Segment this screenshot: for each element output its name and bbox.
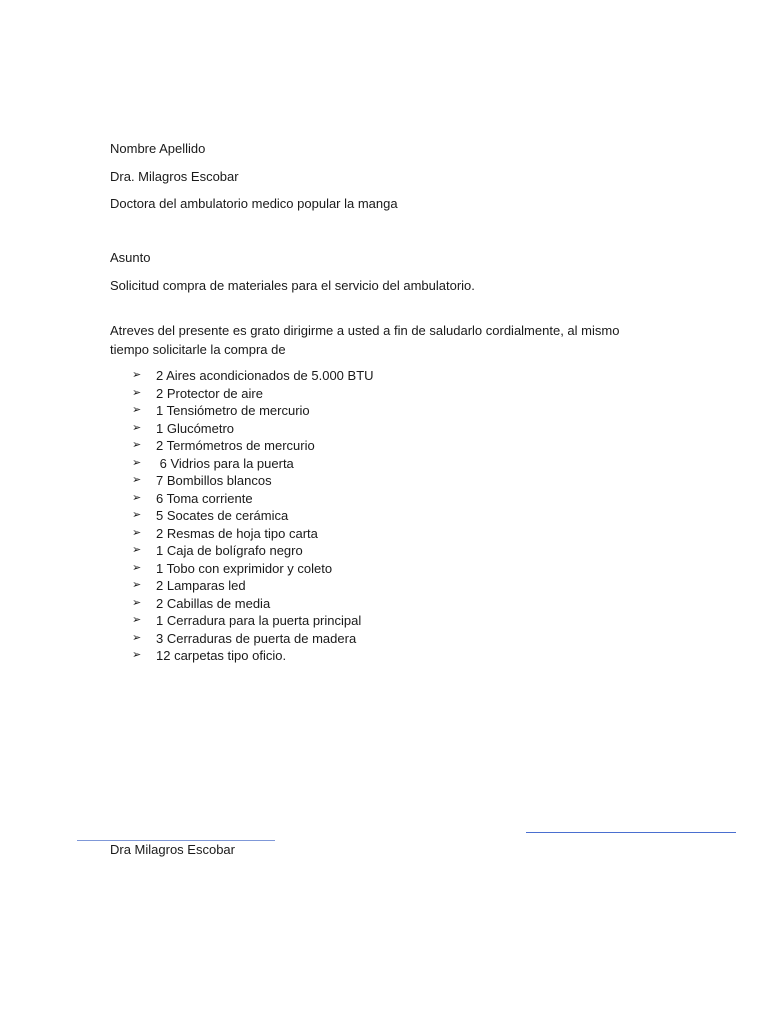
list-item-text: 1 Caja de bolígrafo negro [156, 543, 303, 558]
list-item [132, 612, 374, 630]
list-item [132, 525, 374, 543]
arrowhead-bullet-icon: ➢ [132, 544, 142, 556]
list-item [132, 402, 374, 420]
list-item [132, 420, 374, 438]
sender-name-label: Nombre Apellido [110, 141, 206, 156]
arrowhead-bullet-icon: ➢ [132, 614, 142, 626]
arrowhead-bullet-icon: ➢ [132, 456, 142, 469]
list-item-text: 1 Glucómetro [156, 420, 235, 436]
list-item-text: 6 Toma corriente [156, 490, 253, 506]
list-item-text: 2 Aires acondicionados de 5.000 BTU [156, 368, 374, 383]
arrowhead-bullet-icon: ➢ [132, 474, 142, 486]
list-item-text: 7 Bombillos blancos [156, 473, 272, 488]
list-item [132, 630, 374, 648]
recipient-position: Doctora del ambulatorio medico popular la manga [110, 196, 398, 211]
signature-line-left [77, 840, 275, 841]
list-item [132, 560, 374, 578]
list-item [132, 385, 374, 403]
arrowhead-bullet-icon: ➢ [132, 491, 142, 504]
arrowhead-bullet-icon: ➢ [132, 649, 142, 661]
list-item-text: 6 Vidrios para la puerta [156, 455, 294, 471]
materials-list [132, 367, 374, 665]
arrowhead-bullet-icon: ➢ [132, 386, 142, 399]
list-item [132, 455, 374, 473]
arrowhead-bullet-icon: ➢ [132, 561, 142, 574]
arrowhead-bullet-icon: ➢ [132, 631, 142, 644]
list-item [132, 472, 374, 490]
list-item [132, 647, 374, 665]
subject-label: Asunto [110, 250, 151, 265]
intro-paragraph: Atreves del presente es grato dirigirme a usted a fin de saludarlo cordialmente, al mismo tiempo solicitarle la compra de [110, 323, 620, 357]
list-item-text: 1 Tensiómetro de mercurio [156, 403, 310, 418]
list-item [132, 577, 374, 595]
list-item [132, 507, 374, 525]
list-item-text: 5 Socates de cerámica [156, 508, 289, 523]
subject-text: Solicitud compra de materiales para el servicio del ambulatorio. [110, 278, 475, 293]
arrowhead-bullet-icon: ➢ [132, 404, 142, 416]
arrowhead-bullet-icon: ➢ [132, 526, 142, 539]
signature-name: Dra Milagros Escobar [110, 842, 235, 857]
arrowhead-bullet-icon: ➢ [132, 579, 142, 591]
list-item-text: 2 Lamparas led [156, 578, 246, 593]
recipient-name: Dra. Milagros Escobar [110, 169, 239, 184]
list-item-text: 12 carpetas tipo oficio. [156, 648, 287, 663]
list-item [132, 437, 374, 455]
arrowhead-bullet-icon: ➢ [132, 509, 142, 521]
arrowhead-bullet-icon: ➢ [132, 369, 142, 381]
arrowhead-bullet-icon: ➢ [132, 439, 142, 451]
signature-line-right [526, 832, 736, 833]
list-item-text: 1 Tobo con exprimidor y coleto [156, 560, 333, 576]
list-item-text: 3 Cerraduras de puerta de madera [156, 630, 357, 646]
list-item-text: 2 Protector de aire [156, 385, 263, 401]
arrowhead-bullet-icon: ➢ [132, 421, 142, 434]
list-item-text: 1 Cerradura para la puerta principal [156, 613, 362, 628]
arrowhead-bullet-icon: ➢ [132, 596, 142, 609]
list-item [132, 490, 374, 508]
list-item [132, 542, 374, 560]
list-item [132, 595, 374, 613]
list-item [132, 367, 374, 385]
list-item-text: 2 Resmas de hoja tipo carta [156, 525, 318, 541]
list-item-text: 2 Cabillas de media [156, 595, 271, 611]
list-item-text: 2 Termómetros de mercurio [156, 438, 315, 453]
